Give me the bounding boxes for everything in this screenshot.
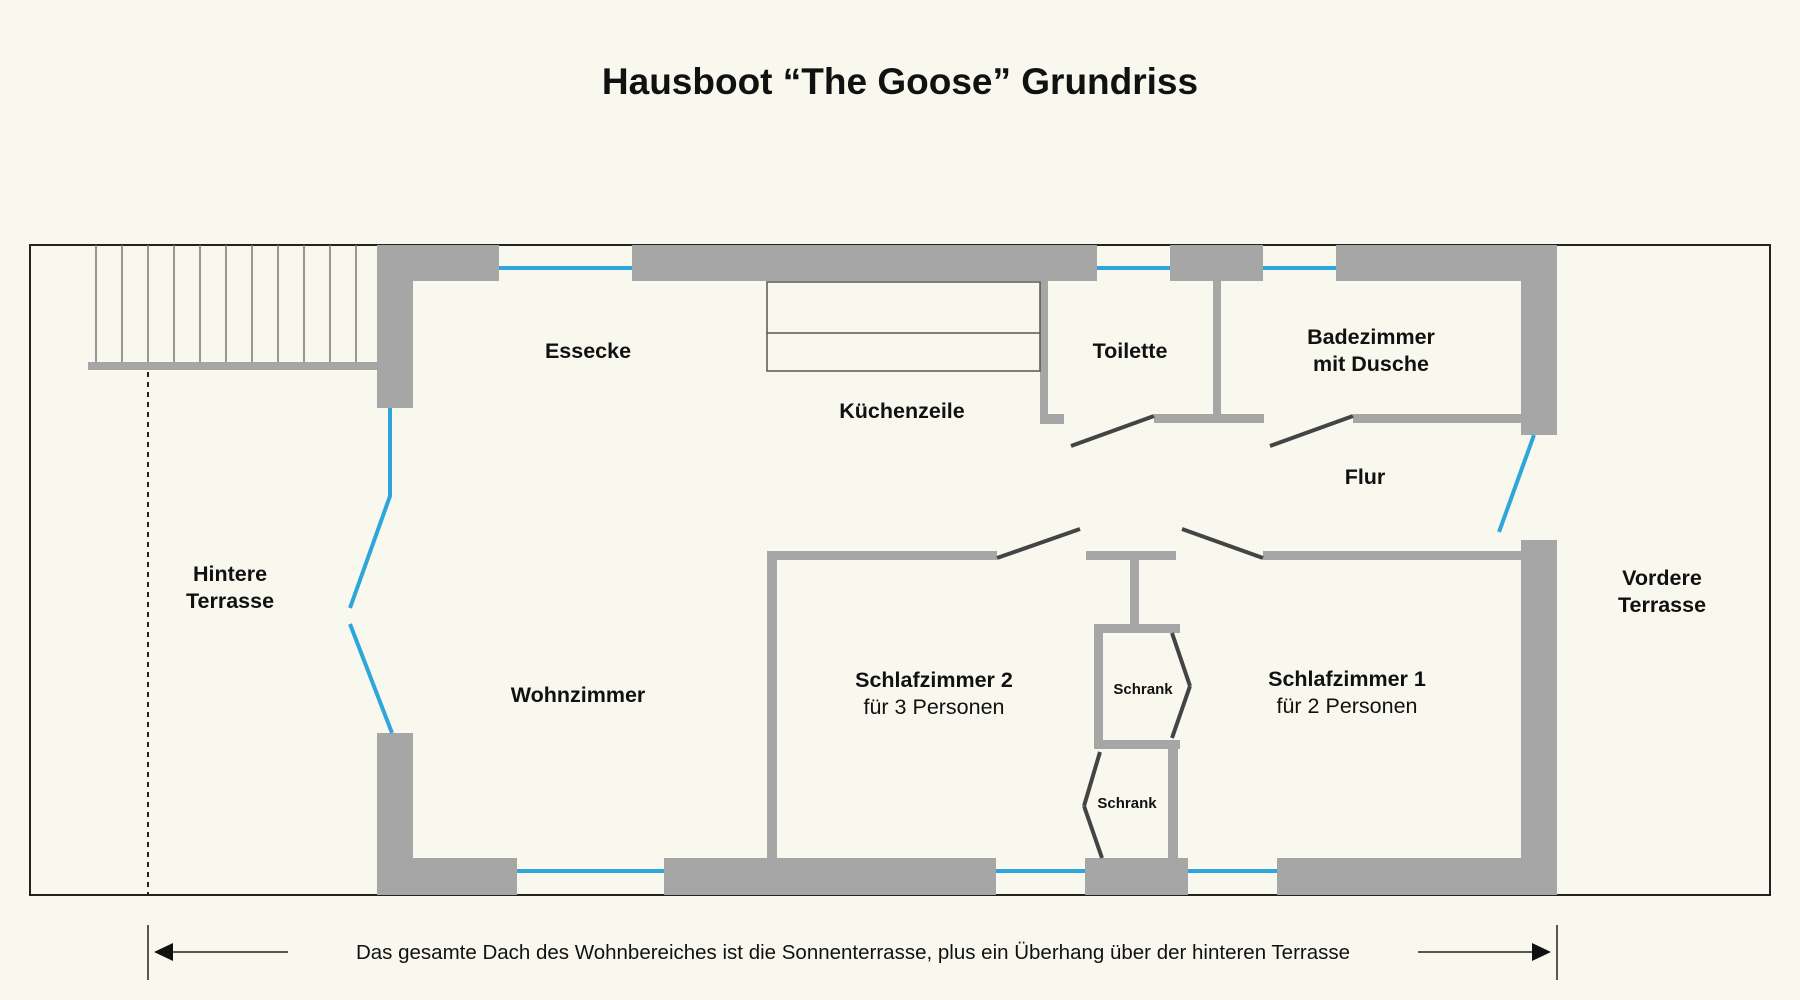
room-label-hintere-terrasse-2: Terrasse <box>185 589 275 613</box>
room-label-schrank-lower: Schrank <box>1097 795 1157 812</box>
room-label-hintere-terrasse-1: Hintere <box>192 562 268 586</box>
stairs-landing <box>88 362 378 370</box>
room-capacity-schlafzimmer-1: für 2 Personen <box>1276 694 1418 718</box>
page-title: Hausboot “The Goose” Grundriss <box>601 61 1199 102</box>
room-capacity-schlafzimmer-2: für 3 Personen <box>863 695 1005 719</box>
room-label-badezimmer-2: mit Dusche <box>1313 352 1429 376</box>
arrow-right-icon <box>1532 943 1551 961</box>
room-label-schlafzimmer-1: Schlafzimmer 1 <box>1268 667 1426 691</box>
room-label-vordere-terrasse-2: Terrasse <box>1617 593 1707 617</box>
room-label-essecke: Essecke <box>544 339 632 363</box>
room-label-vordere-terrasse-1: Vordere <box>1622 566 1702 590</box>
kitchen-counter <box>767 282 1040 371</box>
room-label-toilette: Toilette <box>1092 339 1168 363</box>
room-label-wohnzimmer: Wohnzimmer <box>510 683 646 707</box>
room-label-flur: Flur <box>1344 465 1386 489</box>
room-label-schrank-upper: Schrank <box>1113 681 1173 698</box>
room-label-badezimmer-1: Badezimmer <box>1307 325 1435 349</box>
stairs <box>96 245 356 364</box>
room-label-kuechenzeile: Küchenzeile <box>839 399 965 423</box>
roof-note: Das gesamte Dach des Wohnbereiches ist die Sonnenterrasse, plus ein Überhang über der hinteren Terrasse <box>355 941 1351 964</box>
room-label-schlafzimmer-2: Schlafzimmer 2 <box>855 668 1013 692</box>
arrow-left-icon <box>154 943 173 961</box>
deck-outline <box>30 245 1770 895</box>
